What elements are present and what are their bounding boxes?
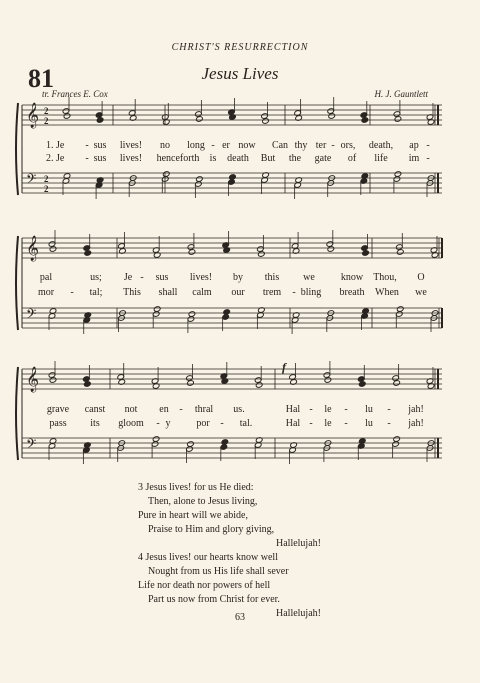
note-head <box>196 176 204 183</box>
lyric-syllable: shall <box>158 287 178 298</box>
lyric-syllable: gate <box>314 153 332 164</box>
lyric-syllable: us. <box>233 404 245 415</box>
note-head <box>153 306 161 313</box>
bass-clef: 𝄢 <box>26 306 37 325</box>
lyric-syllable: - <box>140 272 144 283</box>
lyric-syllable: sus <box>155 272 169 283</box>
lyric-syllable: this <box>264 272 280 283</box>
lyric-syllable: thy <box>294 140 308 151</box>
lyric-syllable: its <box>90 418 100 429</box>
lyric-syllable: lives! <box>189 272 213 283</box>
bass-clef: 𝄢 <box>26 436 37 455</box>
lyric-syllable: ter <box>315 140 327 151</box>
lyric-syllable: Can <box>271 140 289 151</box>
composer-credit: H. J. Gauntlett <box>374 89 428 99</box>
lyric-syllable: - <box>211 140 215 151</box>
lyric-syllable: trem <box>262 287 282 298</box>
translator-credit: tr. Frances E. Cox <box>42 89 108 99</box>
note-head <box>396 306 404 313</box>
lyric-syllable: - <box>220 418 224 429</box>
lyric-syllable: we <box>415 287 427 298</box>
lyric-syllable: O <box>417 272 425 283</box>
verse-line: 4 Jesus lives! our hearts know well <box>138 552 278 563</box>
lyric-syllable: When <box>375 287 399 298</box>
bass-clef: 𝄢 <box>26 171 37 190</box>
lyric-syllable: know <box>340 272 364 283</box>
lyric-syllable: But <box>260 153 276 164</box>
verse-line: Nought from us His life shall sever <box>148 566 289 577</box>
lyric-syllable: - <box>344 404 348 415</box>
lyric-syllable: - <box>387 418 391 429</box>
lyric-syllable: en <box>159 404 169 415</box>
lyric-syllable: mor <box>37 287 55 298</box>
time-signature: 2 <box>44 184 49 194</box>
verse-line: Life nor death nor powers of hell <box>138 580 271 591</box>
lyric-syllable: death <box>227 153 249 164</box>
lyric-syllable: grave <box>46 404 70 415</box>
lyric-syllable: - <box>309 418 313 429</box>
lyric-syllable: Hal <box>285 418 301 429</box>
lyric-syllable: ors, <box>340 140 356 151</box>
verse-line: Then, alone to Jesus living, <box>148 496 258 507</box>
time-signature: 2 <box>44 116 49 126</box>
treble-clef: 𝄞 <box>26 236 40 261</box>
lyric-syllable: sus <box>93 140 107 151</box>
lyric-syllable: - <box>331 140 335 151</box>
lyric-syllable: lu <box>365 404 373 415</box>
note-head <box>223 309 231 316</box>
lyric-syllable: - <box>70 287 74 298</box>
lyric-syllable: tal. <box>239 418 253 429</box>
lyric-syllable: we <box>303 272 315 283</box>
lyric-syllable: by <box>233 272 243 283</box>
lyric-syllable: le <box>324 404 332 415</box>
lyric-syllable: gloom <box>118 418 144 429</box>
verse-line: Hallelujah! <box>276 538 321 549</box>
verse-line: Hallelujah! <box>276 608 321 619</box>
lyric-syllable: us; <box>90 272 102 283</box>
brace <box>16 103 18 195</box>
lyric-syllable: life <box>374 153 388 164</box>
lyric-syllable: - <box>156 418 160 429</box>
lyric-syllable: not <box>124 404 138 415</box>
dynamic-marking: f <box>282 360 286 374</box>
note-head <box>221 439 229 446</box>
note-head <box>229 174 237 181</box>
verse-line: Part us now from Christ for ever. <box>148 594 280 605</box>
lyric-syllable: - <box>387 404 391 415</box>
hymn-number: 81 <box>28 64 54 93</box>
lyric-syllable: y <box>165 418 171 429</box>
lyric-syllable: long <box>187 140 205 151</box>
lyric-syllable: our <box>231 287 245 298</box>
lyric-syllable: Je <box>123 272 133 283</box>
lyric-syllable: jah! <box>408 418 424 429</box>
lyric-syllable: por <box>196 418 210 429</box>
lyric-syllable: sus <box>93 153 107 164</box>
lyric-syllable: lives! <box>119 140 143 151</box>
lyric-syllable: jah! <box>408 404 424 415</box>
note-head <box>394 171 402 178</box>
note-head <box>162 171 170 178</box>
note-head <box>393 436 401 443</box>
lyric-syllable: now <box>238 140 256 151</box>
lyric-syllable: le <box>324 418 332 429</box>
lyric-syllable: - <box>426 140 430 151</box>
treble-clef: 𝄞 <box>26 367 40 392</box>
verse-line: Pure in heart will we abide, <box>138 510 248 521</box>
note-head <box>188 311 196 318</box>
lyric-syllable: of <box>347 153 357 164</box>
brace <box>16 367 18 460</box>
lyric-syllable: canst <box>84 404 106 415</box>
treble-clef: 𝄞 <box>26 103 40 128</box>
lyric-syllable: - <box>309 404 313 415</box>
lyric-syllable: the <box>288 153 302 164</box>
lyric-syllable: thral <box>194 404 214 415</box>
lyric-syllable: lu <box>365 418 373 429</box>
lyric-syllable: no <box>160 140 170 151</box>
lyric-syllable: pass <box>49 418 67 429</box>
lyric-syllable: calm <box>192 287 212 298</box>
lyric-syllable: is <box>209 153 217 164</box>
lyric-syllable: bling <box>300 287 322 298</box>
lyric-syllable: 2. Je <box>46 153 65 164</box>
lyric-syllable: im <box>408 153 420 164</box>
note-head <box>152 436 160 443</box>
lyric-syllable: Thou, <box>373 272 397 283</box>
note-head <box>187 441 195 448</box>
lyric-syllable: This <box>123 287 141 298</box>
lyric-syllable: - <box>179 404 183 415</box>
lyric-syllable: - <box>344 418 348 429</box>
verse-line: Praise to Him and glory giving, <box>148 524 275 535</box>
time-signature: 2 <box>44 174 49 184</box>
lyric-syllable: pal <box>39 272 53 283</box>
lyric-syllable: Hal <box>285 404 301 415</box>
lyric-syllable: - <box>292 287 296 298</box>
lyric-syllable: tal; <box>89 287 103 298</box>
lyric-syllable: er <box>222 140 230 151</box>
lyric-syllable: ap <box>409 140 419 151</box>
lyric-syllable: breath <box>339 287 365 298</box>
lyric-syllable: lives! <box>119 153 143 164</box>
lyric-syllable: - <box>426 153 430 164</box>
lyric-syllable: 1. Je <box>46 140 65 151</box>
page-number: 63 <box>235 612 245 623</box>
hymn-title: Jesus Lives <box>201 64 279 83</box>
lyric-syllable: death, <box>368 140 394 151</box>
time-signature: 2 <box>44 106 49 116</box>
lyric-syllable: henceforth <box>156 153 200 164</box>
running-head: CHRIST'S RESURRECTION <box>171 42 309 53</box>
lyric-syllable: - <box>85 140 89 151</box>
verse-line: 3 Jesus lives! for us He died: <box>138 482 254 493</box>
lyric-syllable: - <box>85 153 89 164</box>
brace <box>16 236 18 330</box>
